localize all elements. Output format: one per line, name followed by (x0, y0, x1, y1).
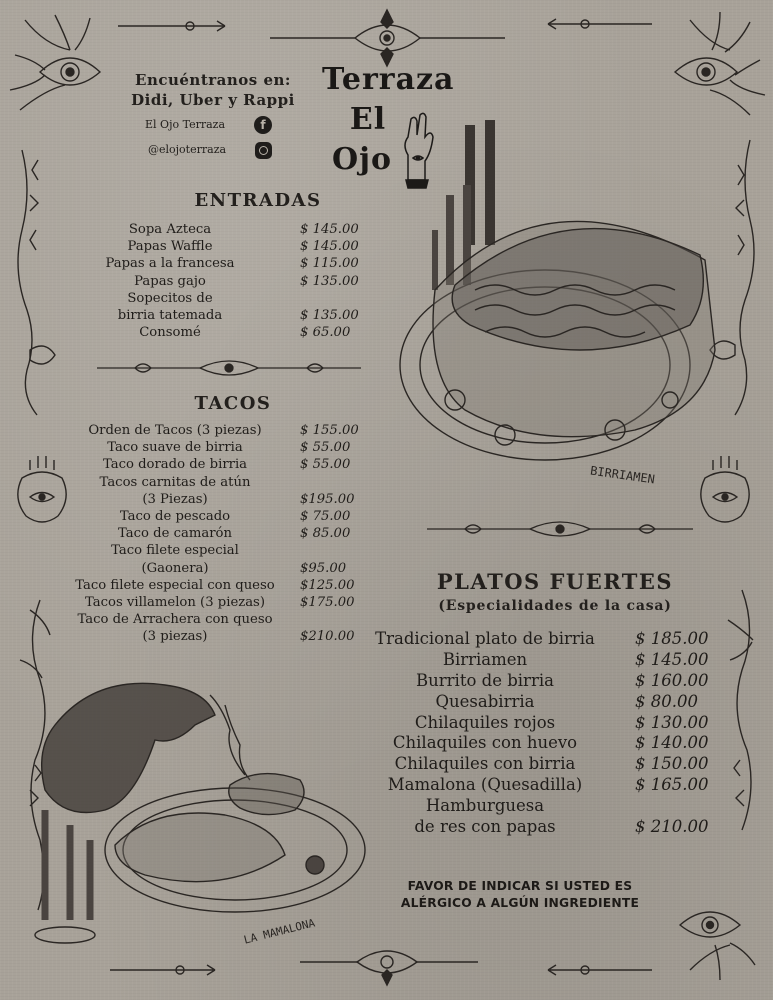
platos-fuertes-list (370, 629, 720, 838)
find-us-line1: Encuéntranos en: (135, 71, 291, 89)
allergy-line2: ALÉRGICO A ALGÚN INGREDIENTE (400, 896, 640, 910)
birriamen-caption: BIRRIAMEN (589, 463, 656, 487)
allergy-line1: FAVOR DE INDICAR SI USTED ES (407, 879, 633, 893)
menu-item-price: $ 155.00 (300, 423, 359, 438)
menu-item (60, 422, 380, 439)
logo-line1: Terraza (322, 62, 455, 97)
menu-item-price: $95.00 (300, 560, 347, 576)
divider-ornament-2 (425, 519, 695, 539)
menu-item (60, 560, 380, 577)
menu-item-name: Birriamen (442, 649, 528, 669)
menu-item (60, 324, 380, 341)
menu-item (370, 671, 720, 692)
menu-item-price: $ 75.00 (300, 508, 351, 524)
tacos-title: TACOS (194, 393, 272, 414)
find-us-line2: Didi, Uber y Rappi (131, 91, 295, 109)
menu-item-price: $ 135.00 (300, 273, 359, 289)
menu-item (370, 775, 720, 796)
menu-item (370, 796, 720, 817)
menu-item-name: Sopecitos de (127, 290, 213, 306)
menu-item-name: Tradicional plato de birria (375, 629, 595, 648)
menu-item-name: Sopa Azteca (128, 222, 212, 237)
menu-item (60, 491, 380, 508)
menu-item (60, 456, 380, 473)
menu-item (370, 754, 720, 775)
mamalona-caption: LA MAMALONA (242, 916, 317, 947)
logo-line2: El (349, 102, 387, 137)
entradas-title: ENTRADAS (194, 190, 322, 211)
menu-item-name: Mamalona (Quesadilla) (387, 775, 583, 795)
menu-item-name: de res con papas (414, 817, 556, 837)
menu-item-name: Tacos carnitas de atún (99, 474, 251, 490)
menu-item (60, 273, 380, 290)
top-center-ornament (270, 10, 505, 66)
platos-fuertes-subtitle: (Especialidades de la casa) (438, 598, 672, 614)
bottom-left-arrow (110, 965, 215, 975)
menu-item-price: $ 160.00 (635, 670, 709, 690)
menu-item-price: $ 55.00 (300, 440, 351, 456)
find-us-block (118, 70, 308, 110)
menu-item (60, 439, 380, 456)
logo-line3: Ojo (332, 142, 392, 177)
allergy-notice (360, 878, 680, 912)
menu-item (60, 508, 380, 525)
divider-ornament-1 (95, 358, 363, 378)
menu-item-price: $ 135.00 (300, 307, 359, 323)
menu-item-price: $ 55.00 (300, 457, 351, 473)
menu-item-name: Papas gajo (134, 273, 206, 289)
menu-item-name: Tacos villamelon (3 piezas) (85, 594, 265, 610)
menu-item-name: birria tatemada (117, 307, 223, 323)
menu-item-price: $195.00 (300, 491, 355, 507)
menu-item-price: $ 115.00 (300, 256, 359, 272)
entradas-list (60, 221, 380, 341)
menu-item-name: Taco de Arrachera con queso (77, 612, 273, 628)
menu-item-price: $175.00 (300, 594, 355, 610)
menu-item (60, 577, 380, 594)
menu-item (370, 713, 720, 734)
menu-item (370, 692, 720, 713)
bottom-right-arrow (548, 965, 652, 975)
menu-item-name: Taco filete especial (111, 543, 239, 559)
birriamen-illustration (395, 100, 735, 495)
instagram-icon[interactable] (255, 142, 272, 159)
right-vine-lower (728, 590, 753, 830)
menu-item (60, 255, 380, 272)
menu-item (60, 290, 380, 307)
menu-item (60, 307, 380, 324)
menu-item-name: Chilaquiles con huevo (392, 733, 578, 753)
menu-item-price: $ 85.00 (300, 526, 351, 542)
menu-item-name: (Gaonera) (141, 560, 209, 576)
menu-item (370, 629, 720, 650)
menu-item-price: $ 150.00 (635, 754, 709, 774)
menu-item (60, 542, 380, 559)
menu-item-name: Hamburguesa (425, 796, 545, 816)
menu-item-name: Quesabirria (435, 691, 535, 711)
menu-item-price: $125.00 (300, 577, 355, 593)
menu-item-name: Taco dorado de birria (102, 457, 248, 473)
platos-fuertes-title: PLATOS FUERTES (436, 569, 674, 594)
menu-item-name: Burrito de birria (416, 670, 554, 690)
menu-item (370, 650, 720, 671)
facebook-icon[interactable]: f (254, 116, 272, 134)
menu-item (60, 221, 380, 238)
menu-item-price: $ 210.00 (635, 817, 709, 837)
menu-item-price: $ 145.00 (300, 239, 359, 255)
menu-item-name: Consomé (139, 325, 201, 341)
eye-ornament-top-left (10, 15, 100, 110)
menu-item-name: Taco filete especial con queso (75, 577, 275, 593)
menu-item-price: $ 165.00 (635, 775, 709, 795)
menu-item-price: $ 140.00 (635, 733, 709, 753)
menu-item-name: Taco de camarón (118, 526, 232, 542)
menu-item-price: $ 130.00 (635, 712, 709, 732)
facebook-name: El Ojo Terraza (145, 118, 226, 131)
menu-item-price: $210.00 (300, 629, 355, 645)
menu-item-name: Taco suave de birria (107, 440, 243, 456)
menu-item-name: Taco de pescado (119, 508, 231, 524)
menu-item-price: $ 145.00 (635, 649, 709, 669)
menu-item (370, 817, 720, 838)
menu-item-name: Papas Waffle (127, 239, 213, 255)
instagram-handle: @elojoterraza (148, 143, 227, 156)
menu-item-price: $ 80.00 (635, 691, 698, 711)
menu-item (60, 238, 380, 255)
menu-item-price: $ 65.00 (300, 325, 351, 341)
menu-item-name: Papas a la francesa (105, 256, 235, 272)
menu-item (60, 594, 380, 611)
menu-item (370, 733, 720, 754)
menu-item (60, 525, 380, 542)
menu-item-price: $ 145.00 (300, 222, 359, 237)
eye-ornament-bottom-right (680, 912, 755, 980)
menu-item (60, 474, 380, 491)
menu-item-name: Chilaquiles rojos (414, 712, 556, 732)
menu-item-name: (3 piezas) (142, 629, 208, 645)
menu-item-price: $ 185.00 (635, 629, 709, 648)
menu-item-name: Orden de Tacos (3 piezas) (88, 423, 262, 438)
menu-item (60, 611, 380, 628)
menu-item-name: Chilaquiles con birria (394, 754, 576, 774)
bottom-center-ornament (300, 951, 478, 985)
tacos-list (60, 422, 380, 645)
menu-item-name: (3 Piezas) (142, 491, 208, 507)
